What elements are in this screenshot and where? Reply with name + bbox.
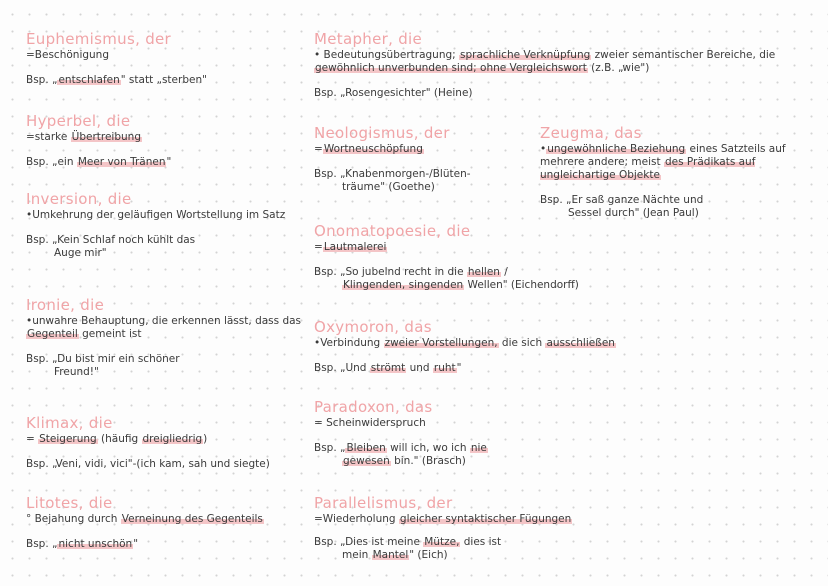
highlight: gewesen [343,455,390,467]
entry-hyperbel [26,112,302,169]
example-line: Auge mir" [54,247,107,259]
term-heading: Metapher, die [314,30,423,48]
term-heading: Hyperbel, die [26,112,131,130]
definition [314,143,532,156]
definition: •Umkehrung der geläufigen Wortstellung im Satz [26,209,286,221]
term-heading: Euphemismus, der [26,30,172,48]
example-text: " statt „sterben" [120,74,207,86]
definition-text: •Verbindung [314,337,384,349]
definition: =Beschönigung [26,49,109,61]
term-heading: Onomatopoesie, die [314,222,471,240]
example [540,194,822,220]
definition [26,315,302,341]
entry-inversion [26,190,302,260]
example-text: dies ist [460,536,502,548]
example [314,168,532,194]
definition-text: (z.B. „wie") [587,62,650,74]
example-text: " [133,538,139,550]
definition-text: ) [203,433,208,445]
entry-oxymoron [314,318,814,375]
example-text: / [500,266,508,278]
highlight: Wortneuschöpfung [323,143,423,155]
entry-euphemismus [26,30,302,87]
definition [540,143,822,182]
definition [314,337,814,350]
example-text: bin." (Brasch) [390,455,466,467]
example-text: " [166,156,172,168]
example [314,442,814,468]
highlight: entschlafen [58,74,120,86]
definition-text: zweier semantischer Bereiche, die [591,49,776,61]
highlight: ruht [433,362,456,374]
term-heading: Inversion, die [26,190,132,208]
highlight: zweier Vorstellungen, [384,337,498,349]
highlight: Mantel [372,549,409,561]
example-text: will ich, wo ich [386,442,470,454]
term-heading: Parallelismus, der [314,494,453,512]
entry-metapher [314,30,814,100]
definition: = Scheinwiderspruch [314,417,426,429]
definition-text: die sich [498,337,546,349]
term-heading: Klimax, die [26,414,113,432]
term-heading: Ironie, die [26,296,105,314]
example-line: Bsp. „Kein Schlaf noch kühlt das [26,234,196,246]
definition-text: ° Bejahung durch [26,513,121,525]
example-text: Bsp. „ [26,74,58,86]
example-line: Bsp. „Du bist mir ein schöner [26,353,180,365]
example-line: Freund!" [54,366,99,378]
definition [314,241,814,254]
highlight: ausschließen [546,337,615,349]
example-text: Bsp. „ [314,442,346,454]
highlight: Lautmalerei [323,241,387,253]
entry-klimax [26,414,302,471]
example-text: Bsp. „ [26,538,58,550]
highlight: Steigerung [39,433,97,445]
term-heading: Neologismus, der [314,124,450,142]
definition-text: (häufig [97,433,142,445]
definition-text: •unwahre Behauptung, die erkennen lässt, dass das [26,315,302,327]
example-text: " (Eich) [409,549,448,561]
entry-onomatopoesie [314,222,814,292]
highlight: gleicher syntaktischer Fügungen [399,513,572,525]
example-line [314,536,814,549]
example [26,353,302,379]
definition-text: =Wiederholung [314,513,399,525]
example-text: " [456,362,462,374]
example-line: Bsp. „Er saß ganze Nächte und [540,194,704,206]
highlight: Bleiben [346,442,386,454]
entry-ironie [26,296,302,379]
example: Bsp. „Rosengesichter" (Heine) [314,87,473,99]
highlight: nie [470,442,487,454]
highlight: dreigliedrig [142,433,203,445]
example-line: Sessel durch" (Jean Paul) [568,207,699,219]
highlight: ungewöhnliche Beziehung [547,143,686,155]
example: Bsp. „Veni, vidi, vici"-(ich kam, sah und siegte) [26,458,270,470]
example-line: träume" (Goethe) [342,181,435,193]
highlight: Übertreibung [71,131,141,143]
example-line: Bsp. „Knabenmorgen-/Blüten- [314,168,471,180]
highlight: Gegenteil [27,328,78,340]
example [26,74,302,87]
example-line [314,455,814,468]
definition [26,131,302,144]
example-text: Bsp. „Und [314,362,370,374]
highlight: Verneinung des Gegenteils [121,513,263,525]
definition [26,433,302,446]
definition [26,513,302,526]
highlight: Klingenden, singenden [343,279,464,291]
example-text: Bsp. „So jubelnd recht in die [314,266,467,278]
example [314,362,814,375]
term-heading: Litotes, die [26,494,113,512]
definition-text: = [314,241,323,253]
definition [314,49,814,75]
entry-litotes [26,494,302,551]
definition-text: =starke [26,131,71,143]
example-text: Bsp. „Dies ist meine [314,536,424,548]
definition-text: = [314,143,323,155]
entry-zeugma [540,124,822,220]
definition-text: = [26,433,39,445]
example-text: und [406,362,433,374]
definition-text: • Bedeutungsübertragung; [314,49,460,61]
example [314,536,814,562]
example-line [314,442,814,455]
example-line [314,549,814,562]
example-text: Wellen" (Eichendorff) [464,279,579,291]
term-heading: Zeugma, das [540,124,642,142]
example-text: mein [342,549,372,561]
entry-neologismus [314,124,532,194]
term-heading: Paradoxon, das [314,398,433,416]
highlight: sprachliche Verknüpfung [460,49,591,61]
example [26,234,302,260]
example-line [314,266,814,279]
entry-paradoxon [314,398,814,468]
example [26,156,302,169]
highlight: hellen [467,266,500,278]
highlight: gewöhnlich unverbunden sind; ohne Vergleichswort [315,62,587,74]
term-heading: Oxymoron, das [314,318,432,336]
entry-parallelismus [314,494,814,562]
highlight: des Prädikats auf ungleichartige Objekte [540,156,756,181]
highlight: strömt [370,362,406,374]
highlight: nicht unschön [58,538,133,550]
definition-text: gemeint ist [78,328,142,340]
example [26,538,302,551]
example-text: Bsp. „ein [26,156,77,168]
definition-text: • [540,143,547,155]
definition-text: eines Satzteils auf mehrere andere; meist [540,143,786,168]
definition [314,513,814,526]
highlight: Mütze, [424,536,460,548]
example [314,266,814,292]
highlight: Meer von Tränen [77,156,166,168]
example-line [314,279,814,292]
